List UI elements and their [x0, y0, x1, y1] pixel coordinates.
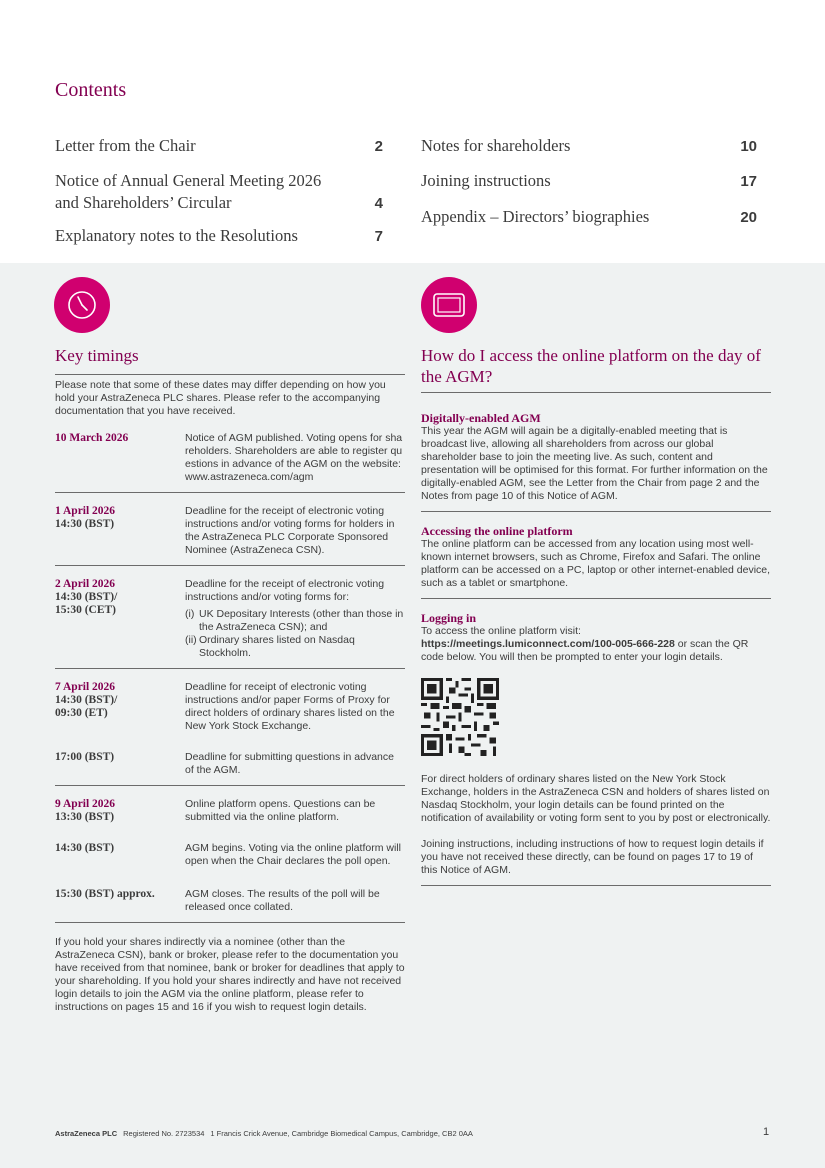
- accessing-block: [421, 512, 771, 599]
- timing-description: AGM begins. Voting via the online platform will open when the Chair declares the poll open.: [185, 842, 401, 867]
- accessing-text: The online platform can be accessed from any location using most well-known internet browsers, such as Chrome, Firefox and Safari. The online platform can be accessed on a PC, laptop or other internet-enabled device, such as a tablet or smartphone.: [421, 538, 771, 589]
- toc-entry-page: 7: [374, 228, 383, 246]
- toc-entry-label: Notes for shareholders: [421, 136, 571, 155]
- page-title: Contents: [55, 79, 127, 101]
- toc-entry-page: 2: [374, 137, 383, 155]
- toc-entry[interactable]: [55, 225, 383, 246]
- tablet-icon: [421, 277, 477, 333]
- toc-entry-page: 20: [740, 208, 757, 226]
- timing-description: Online platform opens. Questions can be submitted via the online platform.: [185, 798, 376, 823]
- timing-description: AGM closes. The results of the poll will be released once collated.: [185, 888, 380, 913]
- timing-row: [55, 566, 405, 669]
- timing-description: Deadline for the receipt of electronic voting instructions and/or voting forms for holders in the AstraZeneca PLC Corporate Sponsored Nominee (AstraZeneca CSN).: [185, 505, 395, 556]
- timing-row: [55, 786, 405, 832]
- toc-entry-page: 4: [374, 194, 383, 212]
- accessing-heading: Accessing the online platform: [421, 524, 573, 538]
- timing-row: [55, 669, 405, 741]
- footer-address: 1 Francis Crick Avenue, Cambridge Biomedical Campus, Cambridge, CB2 0AA: [210, 1129, 473, 1138]
- toc-entry[interactable]: [421, 135, 757, 156]
- key-timings-intro: Please note that some of these dates may differ depending on how you hold your AstraZeneca PLC shares. Please refer to the accompanying documentation that you have received.: [55, 379, 386, 417]
- timing-description: Deadline for submitting questions in advance of the AGM.: [185, 751, 394, 776]
- toc-entry-page: 17: [740, 173, 757, 191]
- logging-in-heading: Logging in: [421, 611, 477, 625]
- timing-row: [55, 493, 405, 566]
- list-item: (i) UK Depositary Interests (other than those in the AstraZeneca CSN); and: [185, 608, 404, 633]
- key-timings-section: [55, 374, 405, 1014]
- online-platform-title: How do I access the online platform on the day of the AGM?: [421, 346, 761, 387]
- toc-entry[interactable]: [55, 170, 383, 213]
- page-number: 1: [763, 1126, 770, 1138]
- toc-right-column: [421, 135, 757, 241]
- list-item: (ii) Ordinary shares listed on Nasdaq Stockholm.: [185, 634, 355, 659]
- toc-left-column: [55, 135, 383, 261]
- timing-date: 9 April 2026 13:30 (BST): [55, 798, 116, 823]
- timing-row: [55, 832, 405, 876]
- toc-entry[interactable]: [55, 135, 383, 156]
- timing-row: [55, 741, 405, 786]
- toc-entry-page: 10: [740, 137, 757, 155]
- timing-description: Deadline for receipt of electronic voting instructions and/or paper Forms of Proxy for direct holders of ordinary shares listed on the New York Stock Exchange.: [185, 681, 395, 732]
- key-timings-footnote: If you hold your shares indirectly via a nominee (other than the AstraZeneca CSN), bank or broker, please refer to the documentation you have received from that nominee, bank or broker for deadlines that apply to your shareholding. If you hold your shares indirectly and have not received login details to join the AGM via the online platform, please refer to instructions on pages 15 and 16 if you wish to request login details.: [55, 936, 405, 1013]
- logging-in-block: [421, 599, 771, 886]
- qr-code[interactable]: [421, 678, 499, 756]
- page-footer: [55, 1129, 479, 1138]
- footer-company: AstraZeneca PLC: [55, 1129, 118, 1138]
- digitally-enabled-text: This year the AGM will again be a digitally-enabled meeting that is broadcast live, allowing all shareholders from across our global shareholder base to join the meeting live. As such, content and presentation will be optimised for this format. For further information on the digitally-enabled AGM, see the Letter from the Chair from page 2 and the Notes from page 10 of this Notice of AGM.: [421, 425, 768, 502]
- timing-date: 1 April 2026 14:30 (BST): [55, 505, 116, 530]
- timing-date: 10 March 2026: [55, 432, 129, 444]
- holders-text: For direct holders of ordinary shares listed on the New York Stock Exchange, holders in the AstraZeneca CSN and holders of shares listed on Nasdaq Stockholm, your login details can be found printed on the notification of availability or voting form sent to you by post or electronically.: [421, 773, 771, 824]
- clock-icon: [54, 277, 110, 333]
- key-timings-title: Key timings: [55, 346, 139, 365]
- logging-in-intro: To access the online platform visit:: [421, 625, 581, 637]
- timing-row: [55, 432, 405, 493]
- toc-entry-label: Explanatory notes to the Resolutions: [55, 226, 298, 246]
- timing-row: [55, 876, 405, 923]
- timing-description: Notice of AGM published. Voting opens for shareholders. Shareholders are able to register questions in advance of the AGM on the website: www.astrazeneca.com/agm: [185, 432, 403, 483]
- digitally-enabled-block: [421, 393, 771, 512]
- toc-entry-label: Letter from the Chair: [55, 136, 196, 155]
- timing-date: 7 April 2026 14:30 (BST)/ 09:30 (ET): [55, 681, 118, 719]
- timing-date: 14:30 (BST): [55, 842, 115, 854]
- timing-description: Deadline for the receipt of electronic voting instructions and/or voting forms for: (i) UK Depositary Interests (other than those in the AstraZeneca CSN); and (ii) Ordinary shares listed on Nasdaq Stockholm.: [185, 578, 404, 659]
- toc-entry[interactable]: [421, 206, 757, 227]
- timing-date: 17:00 (BST): [55, 751, 115, 763]
- toc-entry[interactable]: [421, 170, 757, 191]
- toc-entry-label: Joining instructions: [421, 171, 551, 191]
- footer-registration: Registered No. 2723534: [123, 1129, 205, 1138]
- logging-in-text: https://meetings.lumiconnect.com/100-005-666-228 or scan the QR code below. You will then be prompted to enter your login details.: [421, 638, 749, 663]
- timing-date: 15:30 (BST) approx.: [55, 888, 155, 900]
- timing-date: 2 April 2026 14:30 (BST)/ 15:30 (CET): [55, 578, 118, 616]
- digitally-enabled-heading: Digitally-enabled AGM: [421, 411, 541, 425]
- joining-text: Joining instructions, including instructions of how to request login details if you have not received these directly, can be found on pages 17 to 19 of this Notice of AGM.: [421, 825, 771, 886]
- toc-entry-label: Notice of Annual General Meeting 2026 and Shareholders’ Circular: [55, 171, 322, 212]
- timing-list: [185, 608, 405, 660]
- toc-entry-label: Appendix – Directors’ biographies: [421, 206, 650, 226]
- login-url-link[interactable]: https://meetings.lumiconnect.com/100-005-666-228: [421, 638, 675, 650]
- online-platform-section: [421, 392, 771, 886]
